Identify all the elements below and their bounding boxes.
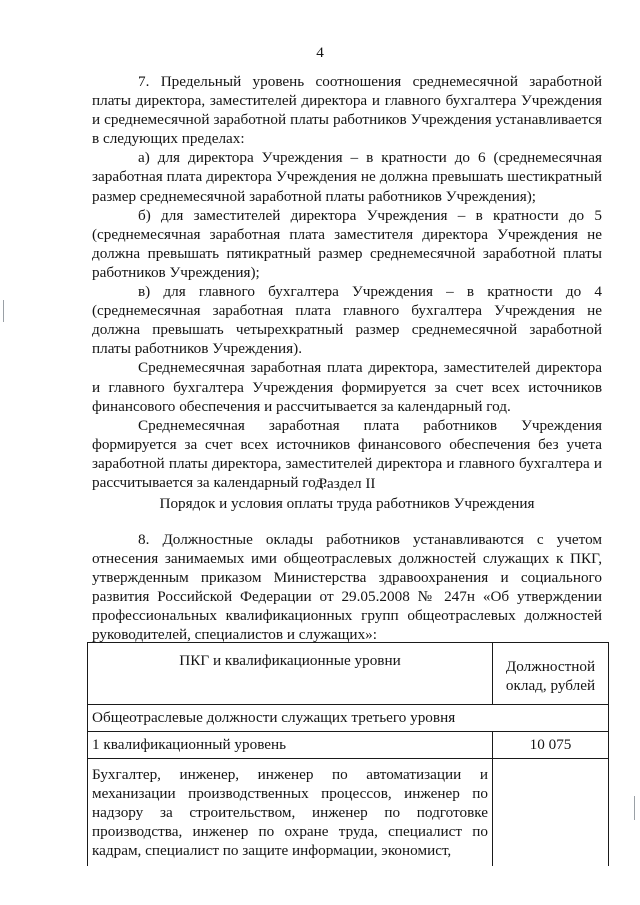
paragraph-director-salary: Среднемесячная заработная плата директора, заместителей директора и главного бухгалтера Учреждения формируется за счет всех источников финансового обеспечения и рассчитывается за календарный год.: [92, 359, 602, 415]
table-group-label: Общеотраслевые должности служащих третьего уровня: [88, 705, 609, 732]
paragraph-8: 8. Должностные оклады работников устанавливаются с учетом отнесения занимаемых ими общеотраслевых должностей служащих к ПКГ, утвержденным приказом Министерства здравоохранения и социального развития Российской Федерации от 29.05.2008 № 247н «Об утверждении профессиональных квалификационных групп общеотраслевых должностей руководителей, специалистов и служащих»:: [92, 531, 602, 644]
section-heading: Раздел II: [318, 475, 376, 492]
paragraph-8-block: [92, 530, 602, 645]
table-header-salary: Должностной оклад, рублей: [493, 643, 609, 705]
table-positions-list: Бухгалтер, инженер, инженер по автоматизации и механизации производственных процессов, инженер по надзору за строительством, инженер по подготовке производства, инженер по охране труда, специалист по кадрам, специалист по защите информации, экономист,: [88, 759, 493, 867]
table-header-pkg: ПКГ и квалификационные уровни: [88, 643, 493, 705]
table-header-row: [88, 643, 609, 705]
paragraph-workers-salary: Среднемесячная заработная плата работников Учреждения формируется за счет всех источников финансового обеспечения без учета заработной платы директора, заместителей директора и главного бухгалтера и рассчитывается за календарный год.: [92, 416, 602, 491]
paragraph-7a: а) для директора Учреждения – в кратности до 6 (среднемесячная заработная плата директора Учреждения не должна превышать шестикратный размер среднемесячной заработной платы работников Учреждения);: [92, 149, 602, 205]
paragraph-7c: в) для главного бухгалтера Учреждения – в кратности до 4 (среднемесячная заработная плата главного бухгалтера Учреждения не должна превышать четырехкратный размер среднемесячной заработной платы работников Учреждения).: [92, 283, 602, 358]
table-group-row: [88, 705, 609, 732]
table-level-label: 1 квалификационный уровень: [88, 732, 493, 759]
paragraph-7-block: [92, 72, 602, 492]
paragraph-7: 7. Предельный уровень соотношения среднемесячной заработной платы директора, заместителей директора и главного бухгалтера Учреждения и среднемесячной заработной платы работников Учреждения устанавливается в следующих пределах:: [92, 73, 602, 148]
page-number: 4: [316, 44, 324, 61]
table-row: [88, 759, 609, 867]
section-title: Порядок и условия оплаты труда работников Учреждения: [159, 495, 535, 512]
table-positions-salary: [493, 759, 609, 867]
scan-edge-mark: [3, 300, 4, 322]
table-level-salary: 10 075: [493, 732, 609, 759]
paragraph-7b: б) для заместителей директора Учреждения – в кратности до 5 (среднемесячная заработная плата заместителя директора Учреждения не должна превышать пятикратный размер среднемесячной заработной платы работников Учреждения);: [92, 206, 602, 281]
salary-table: [87, 642, 609, 866]
table-row: [88, 732, 609, 759]
scan-edge-mark: [634, 796, 635, 820]
